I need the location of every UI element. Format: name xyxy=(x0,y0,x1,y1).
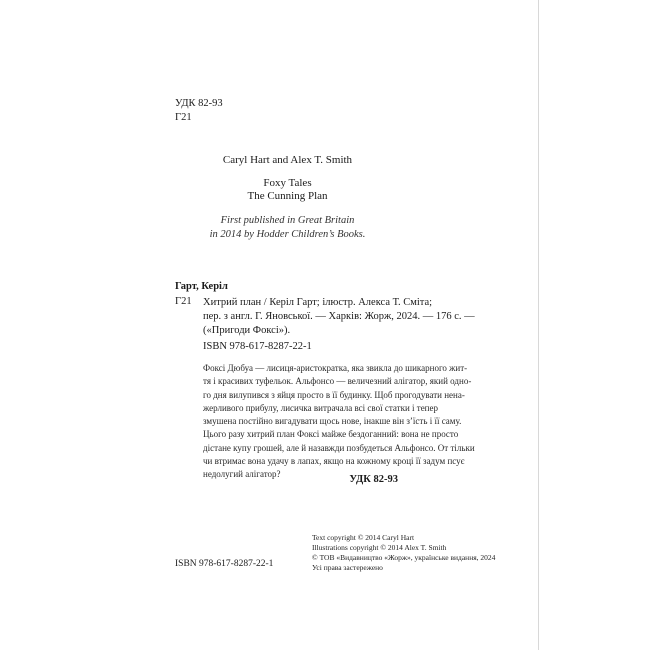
abstract-line: жерливого прибулу, лисичка витрачала всі свої статки і тепер xyxy=(203,402,438,413)
first-published-note xyxy=(175,214,400,242)
copyright-block xyxy=(312,533,495,573)
udk-classification-bottom: УДК 82-93 xyxy=(349,474,398,485)
original-titles xyxy=(175,177,400,203)
abstract-line: недолугий алігатор? xyxy=(203,469,281,480)
abstract-line: дістане купу грошей, але й назавжди позбудеться Альфонсо. От тільки xyxy=(203,442,475,453)
copyright-line: Text copyright © 2014 Caryl Hart xyxy=(312,533,415,542)
bib-line: («Пригоди Фоксі»). xyxy=(203,325,291,336)
original-authors: Caryl Hart and Alex T. Smith xyxy=(222,154,353,166)
book-abstract xyxy=(203,362,475,482)
bib-line: Хитрий план / Керіл Гарт; ілюстр. Алекса Т. Сміта; xyxy=(203,297,433,308)
copyright-line: Усі права застережено xyxy=(312,563,383,572)
book-title: The Cunning Plan xyxy=(247,190,328,202)
copyright-line: Illustrations copyright © 2014 Alex T. Smith xyxy=(312,543,447,552)
abstract-line: Цього разу хитрий план Фоксі майже бездоганний: вона не просто xyxy=(203,429,459,440)
abstract-line: Фоксі Дюбуа — лисиця-аристократка, яка звикла до шикарного жит- xyxy=(203,363,468,373)
bibliographic-description xyxy=(203,296,475,338)
page-edge xyxy=(538,0,539,650)
abstract-line: змушена постійно вигадувати щось нове, інакше він з’їсть і її саму. xyxy=(203,416,462,427)
udk-code: УДК 82-93 xyxy=(175,98,223,109)
author-mark-code: Г21 xyxy=(175,112,192,123)
bibliographic-author: Гарт, Керіл xyxy=(175,281,228,292)
bibliographic-code: Г21 xyxy=(175,296,192,307)
isbn-bibliographic: ISBN 978-617-8287-22-1 xyxy=(203,341,312,352)
udk-classification-top xyxy=(175,97,223,125)
copyright-line: © ТОВ «Видавництво «Жорж», українське видання, 2024 xyxy=(312,553,496,562)
series-title: Foxy Tales xyxy=(263,177,312,189)
abstract-line: тя і красивих туфельок. Альфонсо — величезний алігатор, який одно- xyxy=(203,376,472,387)
abstract-line: чи втримає вона удачу в лапах, якщо на кожному кроці її задум псує xyxy=(203,456,465,467)
first-published-line-1: First published in Great Britain xyxy=(220,215,355,226)
bib-line: пер. з англ. Г. Яновської. — Харків: Жорж, 2024. — 176 с. — xyxy=(203,311,475,322)
first-published-line-2: in 2014 by Hodder Children’s Books. xyxy=(209,229,366,240)
isbn-footer: ISBN 978-617-8287-22-1 xyxy=(175,559,274,569)
abstract-line: го дня вилупився з яйця просто в її будинку. Щоб прогодувати нена- xyxy=(203,389,465,400)
